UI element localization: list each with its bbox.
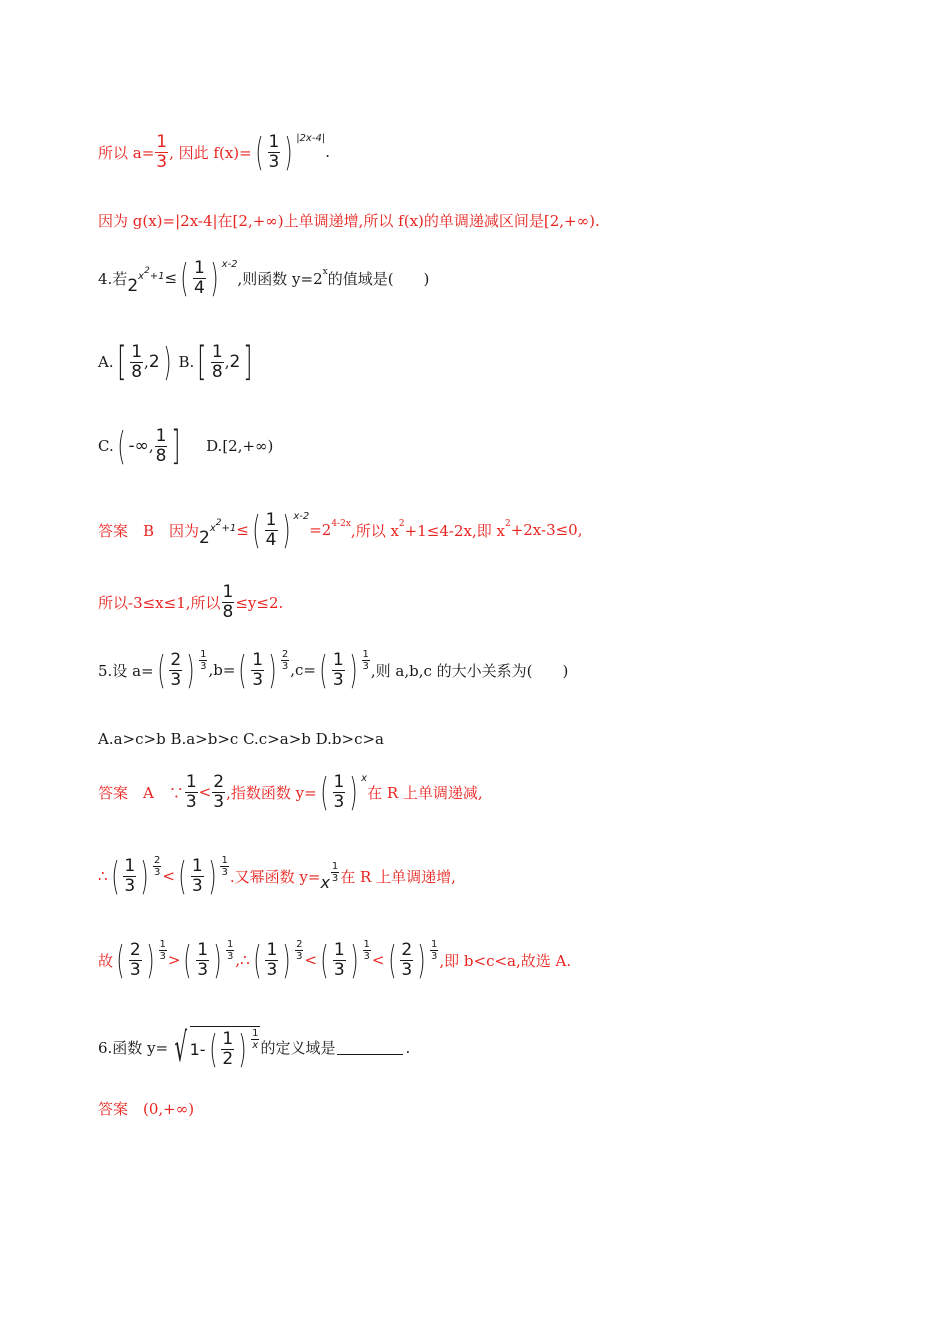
sqrt-expression: √ 1- ( $\frac{1}{2}$ ) $\frac{1}{x}$	[174, 1024, 259, 1071]
answer-blank[interactable]	[337, 1040, 403, 1055]
option-c-interval: ( -∞ , $\frac{1}{8}$ ]	[117, 423, 181, 469]
text: A.a>c>b B.a>b>c C.c>a>b D.b>c>a	[98, 730, 384, 748]
option-a-label: A.	[98, 353, 114, 371]
answer-5-conclusion: 故 ( $\frac{2}{3}$ ) $\frac{1}{3}$ > ( $\frac{1}{3}$ ) $\frac{1}{3}$ ,∴ ( $\frac{1}{3}$ ) $\frac{2}{3}$ < ( $\frac{1}{3}$ ) $\frac{1}{3}$ < ( $\frac{2}{3}$ ) $\frac{1}{3}$ ,即 b<c<a,故选 A.	[98, 938, 572, 982]
text: 答案 (0,+∞)	[98, 1100, 195, 1118]
answer-line-monotonic	[98, 210, 600, 231]
option-b-interval: [ $\frac{1}{8}$ , 2 ]	[197, 339, 253, 385]
text: 的值域是( )	[327, 269, 430, 288]
options-5	[98, 730, 384, 748]
option-a-interval: [ $\frac{1}{8}$ , 2 )	[116, 339, 172, 385]
text: ,则函数 y=2	[237, 269, 323, 288]
text: 答案 B 因为	[98, 521, 200, 540]
answer-4-range: 所以-3≤x≤1,所以 $\frac{1}{8}$ ≤y≤2.	[98, 582, 284, 622]
answer-5-power: ∴ ( $\frac{1}{3}$ ) $\frac{2}{3}$ < ( $\frac{1}{3}$ ) $\frac{1}{3}$ .又幂函数 y= x $\frac{1}{3}$ 在 R 上单调递增,	[98, 854, 456, 898]
option-d: D.[2,+∞)	[206, 437, 274, 455]
text: 所以 a=	[98, 143, 155, 162]
question-6: 6.函数 y= √ 1- ( $\frac{1}{2}$ ) $\frac{1}{x}$ 的定义域是 .	[98, 1024, 411, 1071]
option-c-label: C.	[98, 437, 114, 455]
answer-6	[98, 1098, 194, 1119]
options-c-d	[98, 423, 274, 469]
text: 因为 g(x)=|2x-4|在[2,+∞)上单调递增,所以 f(x)的单调递减区间是[2,+∞).	[98, 212, 600, 230]
power-expression: 2 x2+1	[127, 265, 165, 296]
text: , 因此 f(x)=	[169, 143, 252, 162]
answer-5: 答案 A ∵ $\frac{1}{3}$ < $\frac{2}{3}$ ,指数函数 y= ( $\frac{1}{3}$ ) x 在 R 上单调递减,	[98, 770, 483, 814]
options-a-b	[98, 339, 256, 385]
answer-4: 答案 B 因为 2 x2+1 ≤ ( $\frac{1}{4}$ ) x-2 =2 4-2x ,所以 x 2 +1≤4-2x,即 x 2 +2x-3≤0,	[98, 508, 583, 552]
fraction-one-third: $\frac{1}{3}$	[156, 131, 168, 172]
answer-line-a-value: 所以 a= $\frac{1}{3}$ , 因此 f(x)= ( $\frac{1}{3}$ ) |2x-4| .	[98, 130, 330, 174]
option-b-label: B.	[178, 353, 195, 371]
question-4: 4.若 2 x2+1 ≤ ( $\frac{1}{4}$ ) x-2 ,则函数 y=2 x 的值域是( )	[98, 256, 430, 300]
exponent: |2x-4|	[296, 132, 326, 144]
text: 4.若	[98, 269, 128, 288]
text: .	[325, 143, 330, 161]
text: ≤	[164, 269, 178, 287]
question-5: 5.设 a= ( $\frac{2}{3}$ ) $\frac{1}{3}$ ,b= ( $\frac{1}{3}$ ) $\frac{2}{3}$ ,c= ( $\frac{1}{3}$ ) $\frac{1}{3}$ ,则 a,b,c 的大小关系为( )	[98, 648, 569, 692]
